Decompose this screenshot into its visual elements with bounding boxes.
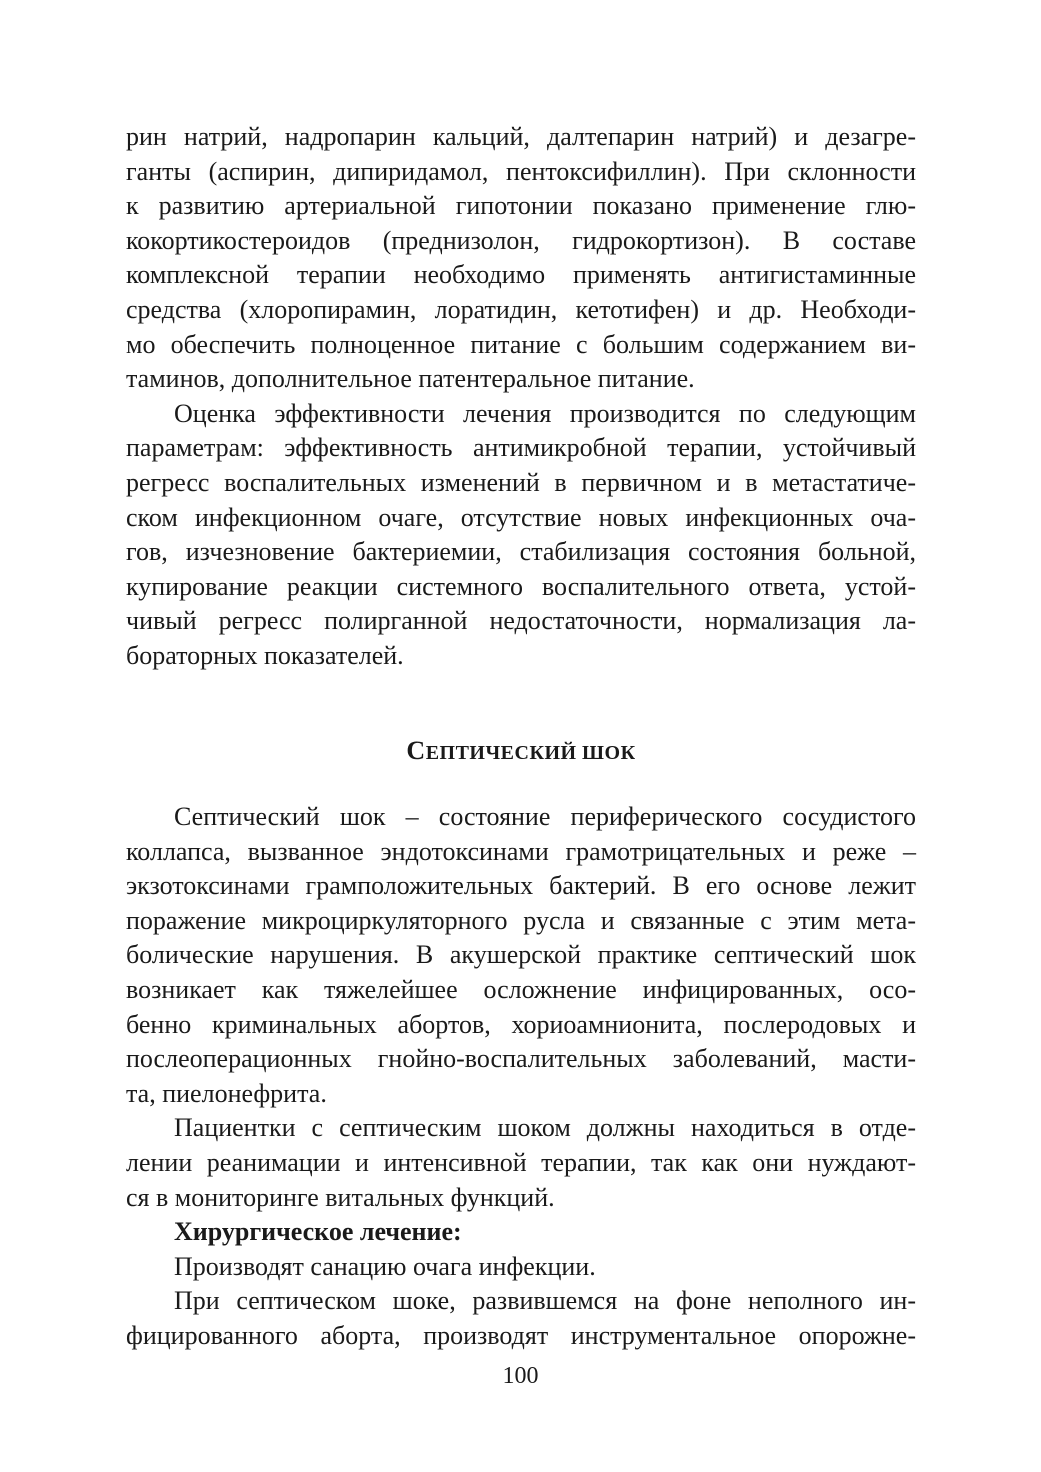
text-line: рин натрий, надропарин кальций, далтепарин натрий) и дезагре- (126, 122, 916, 151)
text-line: параметрам: эффективность антимикробной терапии, устойчивый (126, 433, 916, 463)
text-line: средства (хлоропирамин, лоратидин, кетотифен) и др. Необходи- (126, 294, 916, 324)
text-line: таминов, дополнительное патентеральное питание. (126, 364, 695, 394)
text-line: ском инфекционном очаге, отсутствие новых инфекционных оча- (126, 502, 916, 532)
top-text-block (126, 120, 916, 674)
text-line: купирование реакции системного воспалительного ответа, устой- (126, 571, 916, 601)
text-line: послеоперационных гнойно-воспалительных заболеваний, масти- (126, 1044, 916, 1074)
section-title-rest: ЕПТИЧЕСКИЙ ШОК (425, 742, 636, 764)
text-line: мо обеспечить полноценное питание с большим содержанием ви- (126, 329, 916, 359)
text-line: регресс воспалительных изменений в первичном и в метастатиче- (126, 467, 916, 497)
paragraph-septic-shock-definition (126, 800, 916, 1111)
paragraph-sanitation (126, 1250, 916, 1285)
subheading-text: Хирургическое лечение: (174, 1217, 462, 1247)
bottom-text-block (126, 800, 916, 1354)
text-line: коллапса, вызванное эндотоксинами грамотрицательных и реже – (126, 836, 916, 866)
text-line: та, пиелонефрита. (126, 1078, 327, 1108)
paragraph-treatment-drugs (126, 120, 916, 397)
text-line: гов, изчезновение бактериемии, стабилизация состояния больной, (126, 537, 916, 567)
text-line: бенно криминальных абортов, хориоамнионита, послеродовых и (126, 1009, 916, 1039)
text-line: к развитию артериальной гипотонии показано применение глю- (126, 191, 916, 221)
text-line: фицированного аборта, производят инструментальное опорожне- (126, 1320, 916, 1350)
text-line: кокортикостероидов (преднизолон, гидрокортизон). В составе (126, 225, 916, 255)
text-line: бораторных показателей. (126, 640, 404, 670)
text-line: поражение микроциркуляторного русла и связанные с этим мета- (126, 905, 916, 935)
paragraph-patient-care (126, 1111, 916, 1215)
text-line: экзотоксинами грамположительных бактерий. В его основе лежит (126, 871, 916, 901)
paragraph-treatment-evaluation (126, 397, 916, 674)
text-line: ганты (аспирин, дипиридамол, пентоксифиллин). При склонности (126, 156, 916, 186)
text-line: возникает как тяжелейшее осложнение инфицированных, осо- (126, 974, 916, 1004)
text-line: лении реанимации и интенсивной терапии, так как они нуждают- (126, 1147, 916, 1177)
text-line: Оценка эффективности лечения производится по следующим (174, 398, 916, 428)
text-line: чивый регресс полирганной недостаточности, нормализация ла- (126, 606, 916, 636)
text-line: Пациентки с септическим шоком должны находиться в отде- (174, 1113, 916, 1143)
subheading-surgical-treatment (126, 1215, 916, 1250)
text-line: Септический шок – состояние периферического сосудистого (174, 802, 916, 831)
text-line: болические нарушения. В акушерской практике септический шок (126, 940, 916, 970)
text-line: комплексной терапии необходимо применять антигистаминные (126, 260, 916, 290)
page-number: 100 (502, 1363, 539, 1389)
text-line: Производят санацию очага инфекции. (174, 1251, 596, 1281)
text-line: ся в мониторинге витальных функций. (126, 1182, 555, 1212)
text-line: При септическом шоке, развившемся на фоне неполного ин- (174, 1286, 916, 1316)
section-title (126, 736, 916, 766)
section-title-initial: С (406, 736, 426, 765)
paragraph-abortion-case (126, 1284, 916, 1353)
